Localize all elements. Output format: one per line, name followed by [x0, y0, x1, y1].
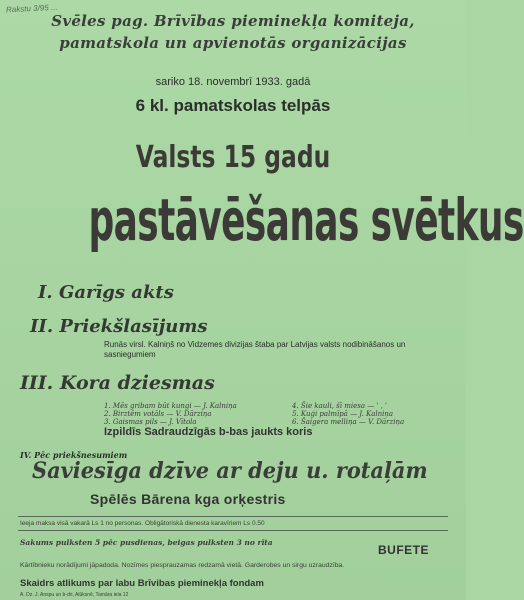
header-line-1: Svēles pag. Brīvības pieminekļa komiteja, — [51, 12, 415, 30]
section-3-title: III. Kora dziesmas — [20, 372, 215, 394]
proceeds-line: Skaidrs atlikums par labu Brīvibas pieminekļa fondam — [20, 578, 264, 589]
policy-line: Kārtībnieku norādījumi jāpadoda. Nozīmes piesprauzamas redzamā vietā. Garderobes un sirgu uzraudzība. — [20, 562, 345, 569]
song-item: 6. Šaigera melliņa — V. Dārziņa — [292, 418, 405, 426]
section-1-title: I. Garīgs akts — [38, 282, 174, 303]
title-line-1: Valsts 15 gadu — [135, 140, 331, 175]
song-item: 1. Mēs gribam būt kungi — J. Kalniņa — [104, 402, 237, 410]
start-time: Sakums pulksten 5 pēc pusdienas, beigas pulksten 3 no rīta — [20, 538, 273, 547]
printer-line: A. Dz. J. Anspu un b-dri, Alūksnē, Tamāra iela 12 — [20, 592, 129, 598]
event-date: sariko 18. novembrī 1933. gadā — [155, 76, 311, 88]
section-2-title: II. Priekšlasījums — [30, 316, 208, 337]
title-line-2: pastāvēšanas svētkus — [88, 186, 524, 254]
section-4-label: IV. Pēc priekšnesumiem — [20, 450, 128, 460]
song-item: 3. Gaismas pils — J. Vītola — [104, 418, 197, 426]
divider — [18, 530, 448, 531]
choir-performers: Izpildīs Sadraudzīgās b-bas jaukts koris — [104, 426, 313, 438]
bufete-label: BUFETE — [378, 543, 429, 557]
section-4-title: Saviesīga dzīve ar deju u. rotaļām — [32, 458, 428, 484]
archive-mark: Rakstu 3/95 ... — [5, 2, 58, 15]
header-line-2: pamatskola un apvienotās organizācijas — [59, 34, 407, 52]
divider — [18, 516, 448, 517]
orchestra-line: Spēlēs Bārena kga orķestris — [90, 491, 286, 507]
song-item: 4. Šie kauli, šī miesa — ' , ' — [292, 402, 387, 410]
song-item: 2. Birztēm votāls — V. Dārziņa — [104, 410, 212, 418]
song-item: 5. Kuģi palmīpā — J. Kalniņa — [292, 410, 394, 418]
entry-fee: Ieeja maksa visā vakarā Ls 1 no personas. Obligātoriskā dienesta karavīriem Ls 0.50 — [20, 520, 265, 527]
section-2-note: Runās virsl. Kalniņš no Vidzemes divizijas štaba par Latvijas valsts nodibināšanos un sasniegumiem — [104, 340, 406, 359]
event-venue: 6 kl. pamatskolas telpās — [135, 96, 331, 115]
